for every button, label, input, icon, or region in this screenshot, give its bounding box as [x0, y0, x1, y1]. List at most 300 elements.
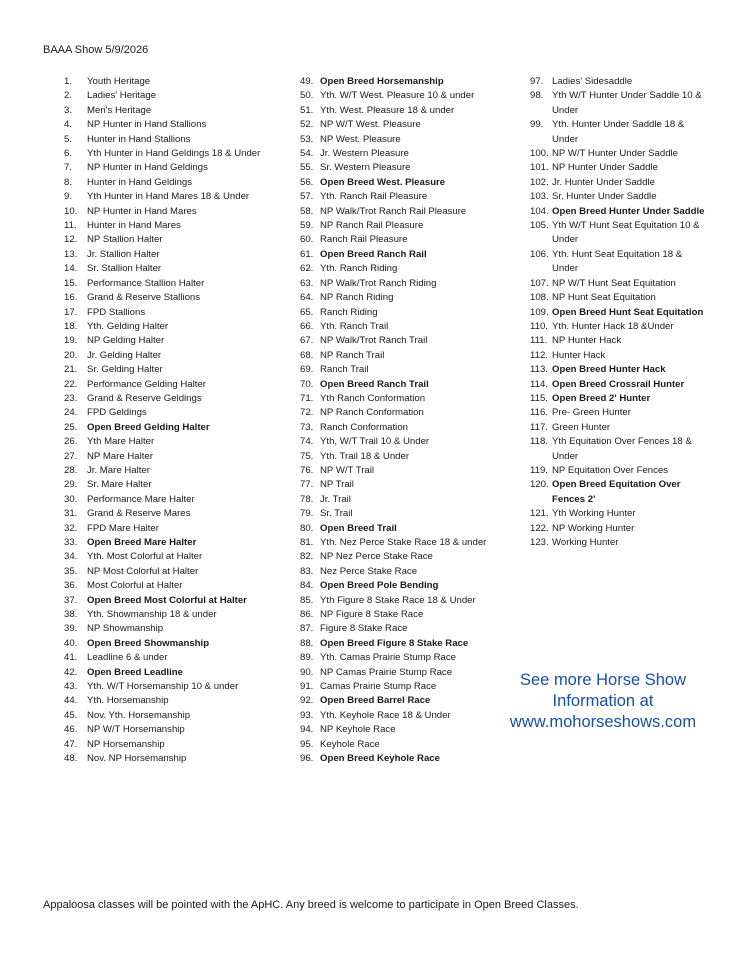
- class-list-item: [64, 291, 274, 305]
- class-list-item: [64, 233, 274, 247]
- class-name: FPD Mare Halter: [87, 522, 159, 534]
- promo-block: [490, 670, 716, 733]
- class-list-item: [64, 363, 274, 377]
- class-list-item: [64, 378, 274, 392]
- class-list-item: [300, 147, 500, 161]
- class-name: Yth W/T Hunter Under Saddle 10 & Under: [552, 90, 702, 116]
- class-number: 107.: [530, 277, 549, 289]
- class-list-item: [300, 320, 500, 334]
- class-number: 96.: [300, 753, 314, 765]
- class-list-item: [300, 435, 500, 449]
- class-name: Hunter in Hand Stallions: [87, 133, 191, 145]
- class-number: 38.: [64, 609, 78, 621]
- class-name: Yth. W/T West. Pleasure 10 & under: [320, 90, 475, 102]
- class-list-item: [64, 709, 274, 723]
- class-list-item: [64, 666, 274, 680]
- class-list-item: [530, 435, 710, 464]
- promo-line-2: Information at: [552, 692, 654, 710]
- class-number: 36.: [64, 580, 78, 592]
- class-list-item: [64, 550, 274, 564]
- class-name: NP Hunter in Hand Stallions: [87, 119, 207, 131]
- class-name: FPD Stallions: [87, 306, 146, 318]
- class-list-item: [300, 306, 500, 320]
- class-name: Yth. Ranch Rail Pleasure: [320, 191, 428, 203]
- class-number: 64.: [300, 292, 314, 304]
- class-name: Yth. West. Pleasure 18 & under: [320, 104, 455, 116]
- class-number: 33.: [64, 537, 78, 548]
- class-list-item: [64, 277, 274, 291]
- class-list-item: [64, 421, 274, 435]
- class-number: 34.: [64, 551, 78, 563]
- class-name: Sr. Gelding Halter: [87, 364, 163, 376]
- class-name: Yth. Ranch Riding: [320, 263, 398, 275]
- class-number: 117.: [530, 421, 548, 433]
- class-name: NP W/T Hunter Under Saddle: [552, 148, 679, 160]
- class-number: 111.: [530, 335, 548, 347]
- class-name: Open Breed Most Colorful at Halter: [87, 594, 247, 606]
- class-number: 95.: [300, 738, 314, 750]
- class-list-item: [530, 392, 710, 406]
- class-list-item: [64, 349, 274, 363]
- class-number: 88.: [300, 637, 314, 649]
- class-list-item: [300, 536, 500, 550]
- class-name: Open Breed Keyhole Race: [320, 753, 440, 765]
- class-name: NP Ranch Conformation: [320, 407, 424, 419]
- class-list-item: [64, 536, 274, 550]
- class-list-item: [300, 450, 500, 464]
- class-number: 45.: [64, 709, 78, 721]
- class-list-item: [530, 464, 710, 478]
- class-name: Hunter in Hand Geldings: [87, 176, 193, 188]
- class-name: Yth. Keyhole Race 18 & Under: [320, 709, 451, 721]
- class-list-item: [530, 320, 710, 334]
- class-number: 6.: [64, 148, 73, 160]
- class-list-item: [64, 147, 274, 161]
- class-name: Nez Perce Stake Race: [320, 565, 418, 577]
- class-list-item: [300, 190, 500, 204]
- class-number: 37.: [64, 594, 78, 606]
- class-list-item: [300, 478, 500, 492]
- class-name: Open Breed Trail: [320, 522, 397, 534]
- class-number: 81.: [300, 537, 314, 548]
- class-number: 63.: [300, 277, 314, 289]
- class-name: Yth Hunter in Hand Mares 18 & Under: [87, 191, 250, 203]
- class-number: 73.: [300, 421, 314, 433]
- class-list-item: [300, 118, 500, 132]
- class-number: 104.: [530, 205, 549, 217]
- class-list-item: [300, 349, 500, 363]
- class-list-item: [300, 738, 500, 752]
- website-link[interactable]: www.mohorseshows.com: [509, 713, 697, 731]
- class-name: NP Ranch Trail: [320, 349, 385, 361]
- class-name: Yth Equitation Over Fences 18 & Under: [552, 436, 692, 462]
- class-number: 41.: [64, 652, 78, 664]
- class-name: Pre- Green Hunter: [552, 407, 631, 419]
- class-name: Jr. Stallion Halter: [87, 248, 160, 260]
- class-name: Camas Prairie Stump Race: [320, 681, 437, 693]
- class-list-item: [64, 680, 274, 694]
- class-name: Open Breed Hunter Hack: [552, 364, 666, 376]
- class-name: NP Mare Halter: [87, 450, 153, 462]
- class-name: Open Breed West. Pleasure: [320, 176, 446, 188]
- class-list-item: [300, 694, 500, 708]
- class-number: 86.: [300, 609, 314, 621]
- class-list-item: [300, 522, 500, 536]
- class-number: 120.: [530, 479, 549, 491]
- class-name: Hunter in Hand Mares: [87, 220, 181, 232]
- class-name: NP Working Hunter: [552, 522, 635, 534]
- class-number: 108.: [530, 292, 549, 304]
- class-number: 100.: [530, 148, 549, 160]
- class-name: Jr. Western Pleasure: [320, 148, 409, 160]
- class-name: Yth. Showmanship 18 & under: [87, 609, 217, 621]
- class-name: Yth W/T Hunt Seat Equitation 10 & Under: [552, 220, 700, 246]
- class-name: NP Keyhole Race: [320, 724, 396, 736]
- class-name: Performance Mare Halter: [87, 493, 195, 505]
- class-list-item: [530, 291, 710, 305]
- class-name: NP Trail: [320, 479, 354, 491]
- class-number: 118.: [530, 436, 548, 448]
- class-list-item: [530, 75, 710, 89]
- class-list-item: [64, 205, 274, 219]
- class-number: 52.: [300, 119, 314, 131]
- class-name: Yth. Most Colorful at Halter: [87, 551, 203, 563]
- class-number: 82.: [300, 551, 314, 563]
- class-list-item: [530, 147, 710, 161]
- class-list-item: [64, 464, 274, 478]
- class-number: 35.: [64, 565, 78, 577]
- class-name: NP Gelding Halter: [87, 335, 165, 347]
- class-name: Open Breed Barrel Race: [320, 695, 431, 707]
- class-list-item: [530, 205, 710, 219]
- class-list-item: [64, 565, 274, 579]
- class-number: 84.: [300, 580, 314, 592]
- class-name: Yth. W/T Horsemanship 10 & under: [87, 681, 239, 693]
- class-number: 58.: [300, 205, 314, 217]
- class-list-item: [64, 622, 274, 636]
- class-number: 53.: [300, 133, 314, 145]
- class-name: Open Breed Pole Bending: [320, 580, 439, 592]
- class-list-column-1: [64, 75, 274, 767]
- class-number: 26.: [64, 436, 78, 448]
- class-name: Yth. Horsemanship: [87, 695, 169, 707]
- class-number: 122.: [530, 522, 549, 534]
- class-list-item: [300, 709, 500, 723]
- class-name: Yth, W/T Trail 10 & Under: [320, 436, 430, 448]
- class-name: NP Most Colorful at Halter: [87, 565, 199, 577]
- class-list-item: [64, 435, 274, 449]
- class-name: Open Breed Ranch Rail: [320, 248, 427, 260]
- class-name: Open Breed 2' Hunter: [552, 392, 651, 404]
- class-number: 66.: [300, 320, 314, 332]
- class-number: 76.: [300, 464, 314, 476]
- class-number: 12.: [64, 234, 78, 246]
- class-list-item: [64, 176, 274, 190]
- class-number: 24.: [64, 407, 78, 419]
- class-name: Nov. Yth. Horsemanship: [87, 709, 191, 721]
- class-name: Jr. Gelding Halter: [87, 349, 162, 361]
- class-number: 19.: [64, 335, 78, 347]
- class-name: NP Walk/Trot Ranch Trail: [320, 335, 428, 347]
- class-number: 75.: [300, 450, 314, 462]
- class-name: Keyhole Race: [320, 738, 380, 750]
- class-number: 78.: [300, 493, 314, 505]
- class-number: 109.: [530, 306, 549, 318]
- class-number: 2.: [64, 90, 73, 102]
- class-name: NP Ranch Rail Pleasure: [320, 220, 424, 232]
- class-number: 116.: [530, 407, 548, 419]
- class-number: 29.: [64, 479, 78, 491]
- class-name: Yth Hunter in Hand Geldings 18 & Under: [87, 148, 261, 160]
- class-name: NP Hunter Hack: [552, 335, 622, 347]
- class-name: NP Camas Prairie Stump Race: [320, 666, 453, 678]
- class-list-item: [300, 651, 500, 665]
- class-name: Hunter Hack: [552, 349, 606, 361]
- class-number: 9.: [64, 191, 73, 203]
- class-list-item: [300, 363, 500, 377]
- class-list-item: [64, 507, 274, 521]
- class-name: Yth. Camas Prairie Stump Race: [320, 652, 456, 664]
- class-name: Open Breed Hunt Seat Equitation: [552, 306, 704, 318]
- class-name: Open Breed Equitation Over Fences 2': [552, 479, 681, 505]
- class-list-item: [64, 334, 274, 348]
- class-number: 27.: [64, 450, 78, 462]
- class-name: NP W/T Trail: [320, 464, 375, 476]
- class-number: 46.: [64, 724, 78, 736]
- class-number: 40.: [64, 637, 78, 649]
- class-list-item: [530, 118, 710, 147]
- class-list-item: [300, 666, 500, 680]
- class-list-item: [64, 738, 274, 752]
- class-list-item: [530, 507, 710, 521]
- class-number: 101.: [530, 162, 549, 174]
- class-name: Ladies' Sidesaddle: [552, 76, 633, 87]
- class-list-item: [300, 75, 500, 89]
- class-number: 97.: [530, 76, 544, 87]
- class-name: Figure 8 Stake Race: [320, 623, 408, 635]
- class-list-item: [300, 233, 500, 247]
- class-number: 106.: [530, 248, 549, 260]
- promo-line-1: See more Horse Show: [520, 671, 686, 689]
- class-number: 89.: [300, 652, 314, 664]
- class-number: 99.: [530, 119, 544, 131]
- class-number: 62.: [300, 263, 314, 275]
- class-name: NP Hunter Under Saddle: [552, 162, 658, 174]
- class-name: Open Breed Horsemanship: [320, 76, 444, 87]
- class-list-item: [64, 723, 274, 737]
- class-list-item: [64, 594, 274, 608]
- class-number: 103.: [530, 191, 549, 203]
- class-number: 98.: [530, 90, 544, 102]
- class-list-item: [64, 89, 274, 103]
- class-list-item: [530, 161, 710, 175]
- class-list-item: [64, 161, 274, 175]
- class-list-item: [300, 723, 500, 737]
- class-name: NP Hunt Seat Equitation: [552, 292, 656, 304]
- class-number: 87.: [300, 623, 314, 635]
- class-number: 57.: [300, 191, 314, 203]
- class-number: 16.: [64, 292, 78, 304]
- class-name: Ranch Conformation: [320, 421, 408, 433]
- class-name: Open Breed Figure 8 Stake Race: [320, 637, 469, 649]
- class-number: 70.: [300, 378, 314, 390]
- class-number: 115.: [530, 392, 548, 404]
- class-number: 121.: [530, 508, 549, 520]
- class-list-item: [530, 421, 710, 435]
- class-list-item: [64, 118, 274, 132]
- class-list-item: [530, 306, 710, 320]
- class-name: NP W/T Hunt Seat Equitation: [552, 277, 676, 289]
- class-number: 65.: [300, 306, 314, 318]
- class-list-item: [64, 248, 274, 262]
- class-number: 83.: [300, 565, 314, 577]
- class-list-item: [300, 248, 500, 262]
- class-name: Ranch Rail Pleasure: [320, 234, 408, 246]
- class-number: 47.: [64, 738, 78, 750]
- class-name: Jr. Hunter Under Saddle: [552, 176, 655, 188]
- class-name: Most Colorful at Halter: [87, 580, 183, 592]
- class-list-item: [300, 89, 500, 103]
- class-number: 13.: [64, 248, 78, 260]
- class-list-item: [64, 522, 274, 536]
- class-number: 23.: [64, 392, 78, 404]
- class-name: Green Hunter: [552, 421, 611, 433]
- class-name: Yth Working Hunter: [552, 508, 636, 520]
- class-list-item: [300, 133, 500, 147]
- class-number: 44.: [64, 695, 78, 707]
- class-name: Leadline 6 & under: [87, 652, 168, 664]
- class-number: 31.: [64, 508, 78, 520]
- class-name: Yth Mare Halter: [87, 436, 155, 448]
- class-number: 48.: [64, 753, 78, 765]
- class-name: Ranch Trail: [320, 364, 369, 376]
- class-name: Yth. Hunter Under Saddle 18 & Under: [552, 119, 685, 145]
- class-list-column-2: [300, 75, 500, 767]
- class-number: 25.: [64, 421, 78, 433]
- class-number: 123.: [530, 537, 549, 548]
- class-list-item: [300, 493, 500, 507]
- class-number: 3.: [64, 104, 73, 116]
- class-number: 8.: [64, 176, 73, 188]
- class-number: 56.: [300, 176, 314, 188]
- class-name: Working Hunter: [552, 537, 619, 548]
- class-name: Yth. Ranch Trail: [320, 320, 389, 332]
- class-list-item: [64, 752, 274, 766]
- class-list-item: [300, 219, 500, 233]
- class-number: 77.: [300, 479, 314, 491]
- class-number: 14.: [64, 263, 78, 275]
- class-number: 51.: [300, 104, 314, 116]
- class-list-item: [300, 637, 500, 651]
- class-list-item: [300, 565, 500, 579]
- class-number: 85.: [300, 594, 314, 606]
- class-list-item: [300, 507, 500, 521]
- class-number: 94.: [300, 724, 314, 736]
- class-number: 112.: [530, 349, 548, 361]
- class-list-item: [300, 262, 500, 276]
- class-number: 49.: [300, 76, 314, 87]
- class-name: Open Breed Crossrail Hunter: [552, 378, 685, 390]
- class-list-item: [64, 75, 274, 89]
- class-list-item: [64, 478, 274, 492]
- class-name: Grand & Reserve Stallions: [87, 292, 201, 304]
- class-name: Open Breed Ranch Trail: [320, 378, 429, 390]
- class-name: Open Breed Gelding Halter: [87, 421, 210, 433]
- class-number: 32.: [64, 522, 78, 534]
- class-number: 1.: [64, 76, 73, 87]
- class-number: 22.: [64, 378, 78, 390]
- class-name: Ranch Riding: [320, 306, 378, 318]
- class-name: Grand & Reserve Mares: [87, 508, 191, 520]
- class-name: NP Equitation Over Fences: [552, 464, 669, 476]
- class-number: 119.: [530, 464, 548, 476]
- class-number: 80.: [300, 522, 314, 534]
- class-list-item: [530, 219, 710, 248]
- class-number: 74.: [300, 436, 314, 448]
- class-list-item: [300, 406, 500, 420]
- class-number: 113.: [530, 364, 548, 376]
- class-number: 69.: [300, 364, 314, 376]
- class-list-item: [530, 536, 710, 550]
- class-name: Open Breed Leadline: [87, 666, 183, 678]
- class-name: Jr. Trail: [320, 493, 351, 505]
- class-list-item: [64, 320, 274, 334]
- class-list-item: [530, 277, 710, 291]
- class-name: NP Figure 8 Stake Race: [320, 609, 424, 621]
- class-name: Youth Heritage: [87, 76, 151, 87]
- class-list-item: [300, 104, 500, 118]
- page-title: BAAA Show 5/9/2026: [43, 44, 149, 56]
- class-list-item: [530, 406, 710, 420]
- class-name: NP Hunter in Hand Geldings: [87, 162, 208, 174]
- class-list-item: [300, 680, 500, 694]
- class-number: 20.: [64, 349, 78, 361]
- class-number: 79.: [300, 508, 314, 520]
- class-list-item: [64, 694, 274, 708]
- class-number: 50.: [300, 90, 314, 102]
- class-name: Performance Gelding Halter: [87, 378, 206, 390]
- class-name: Yth. Nez Perce Stake Race 18 & under: [320, 537, 487, 548]
- class-number: 114.: [530, 378, 548, 390]
- class-name: Open Breed Mare Halter: [87, 537, 197, 548]
- class-name: Grand & Reserve Geldings: [87, 392, 202, 404]
- class-list-item: [530, 248, 710, 277]
- class-name: Yth. Hunt Seat Equitation 18 & Under: [552, 248, 683, 275]
- class-list-item: [64, 190, 274, 204]
- class-list-item: [300, 550, 500, 564]
- class-number: 91.: [300, 681, 314, 693]
- class-list-item: [300, 579, 500, 593]
- class-list-item: [530, 378, 710, 392]
- class-name: Ladies' Heritage: [87, 90, 157, 102]
- class-name: Yth. Trail 18 & Under: [320, 450, 410, 462]
- class-number: 39.: [64, 623, 78, 635]
- class-number: 110.: [530, 320, 548, 332]
- class-number: 28.: [64, 464, 78, 476]
- class-name: Yth Figure 8 Stake Race 18 & Under: [320, 594, 476, 606]
- class-number: 67.: [300, 335, 314, 347]
- class-list-item: [530, 334, 710, 348]
- class-list-item: [530, 363, 710, 377]
- class-name: Jr. Mare Halter: [87, 464, 150, 476]
- class-number: 7.: [64, 162, 73, 174]
- class-number: 5.: [64, 133, 73, 145]
- class-number: 17.: [64, 306, 78, 318]
- class-list-item: [530, 478, 710, 507]
- class-list-item: [300, 752, 500, 766]
- class-name: Open Breed Hunter Under Saddle: [552, 205, 705, 217]
- class-name: FPD Geldings: [87, 407, 147, 419]
